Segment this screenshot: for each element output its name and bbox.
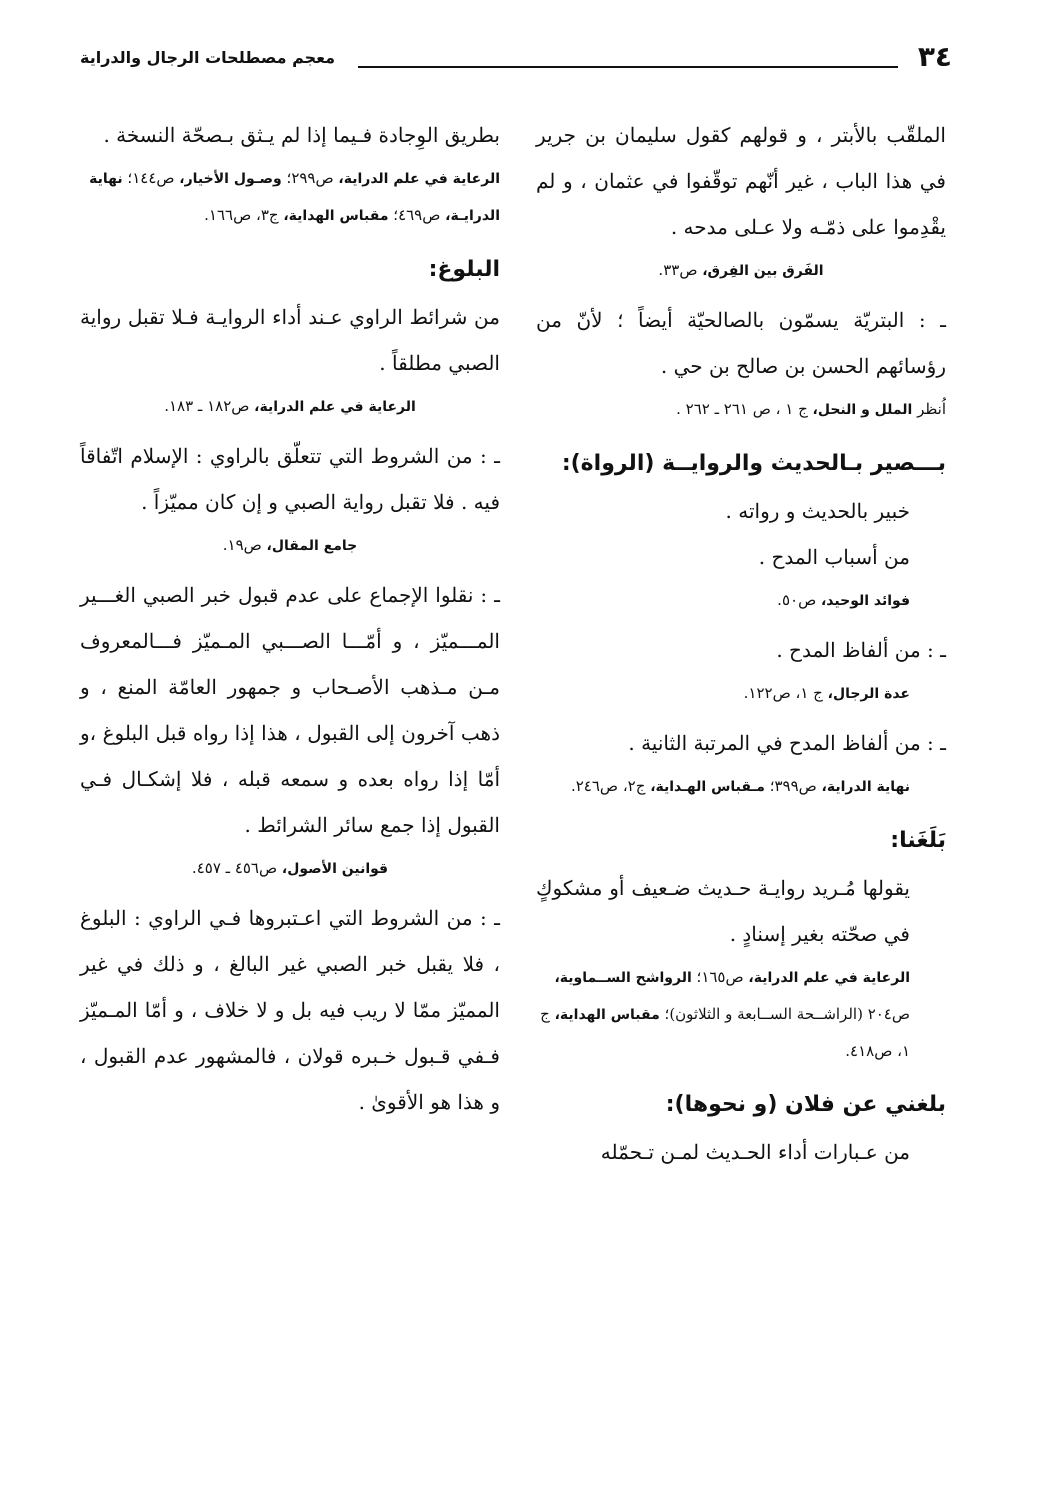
entry-heading: البلوغ: <box>428 257 500 282</box>
paragraph: ـ : نقلوا الإجماع على عدم قبول خبر الصبي الغـــير المـــميّز ، و أمّـــا الصـــبي المـميّز فـــالمعروف مـن مـذهب الأصـحاب و جمهور العامّة المنع ، و ذهب آخرون إلى القبول ، هذا إذا رواه قبل البلوغ ،و أمّا إذا رواه بعده و سمعه قبله ، فلا إشكـال فـي القبول إذا جمع سائر الشرائط . <box>80 583 500 837</box>
source-pages: ص٢٠٤ (الراشــحة الســابعة و الثلاثون)؛ <box>659 1005 910 1023</box>
source-citation <box>80 527 500 564</box>
source-pages: ص١٤٤؛ <box>122 169 180 187</box>
paragraph: من شرائط الراوي عـند أداء الروايـة فـلا تقبل رواية الصبي مطلقاً . <box>80 305 500 375</box>
paragraph: الملقّب بالأبتر ، و قولهم كقول سليمان بن جرير في هذا الباب ، غير أنّهم توقّفوا في عثمان ، و لم يقْدِموا على ذمّـه ولا عـلى مدحه . <box>536 123 946 239</box>
source-title: مقباس الهداية، <box>283 208 389 224</box>
source-pages: ج٢، ص٢٤٦. <box>570 777 651 795</box>
source-pages: ج ١، ص١٢٢. <box>743 684 828 702</box>
paragraph: من عـبارات أداء الحـديث لمـن تـحمّله <box>600 1140 910 1164</box>
source-citation <box>536 768 946 805</box>
source-citation <box>80 160 500 234</box>
source-pages: ص٣٩٩؛ <box>764 777 822 795</box>
source-pages: ص٢٩٩؛ <box>281 169 339 187</box>
source-pages: ص١٩. <box>222 536 267 554</box>
source-title: نهاية الدراية، <box>821 779 910 795</box>
source-pages: ص٣٣. <box>658 261 703 279</box>
paragraph: خبير بالحديث و رواته . <box>725 499 910 523</box>
source-pages: ص١٨٢ ـ ١٨٣. <box>164 397 255 415</box>
source-citation <box>80 850 500 887</box>
source-pages: ص٤٥٦ ـ ٤٥٧. <box>191 859 282 877</box>
source-title: نهاية الدرايـة، <box>89 171 500 224</box>
source-citation <box>536 391 946 428</box>
source-citation <box>536 252 946 289</box>
entry-heading: بلغني عن فلان (و نحوها): <box>665 1092 946 1117</box>
paragraph: من أسباب المدح . <box>758 545 910 569</box>
source-citation <box>536 675 946 712</box>
source-title: الرعاية في علم الدراية، <box>254 399 416 415</box>
paragraph: ـ : من ألفاظ المدح في المرتبة الثانية . <box>628 731 946 755</box>
source-title: مـقباس الهـداية، <box>650 779 765 795</box>
source-title: عدة الرجال، <box>827 686 910 702</box>
header-rule <box>358 66 898 68</box>
right-column <box>536 112 946 1175</box>
source-pages: ج ١، ص٤١٨. <box>540 1005 910 1060</box>
source-title: مقباس الهداية، <box>554 1007 660 1023</box>
source-title: قوانين الأصول، <box>281 861 389 877</box>
paragraph: يقولها مُـريد روايـة حـديث ضـعيف أو مشكوكٍ في صحّته بغير إسنادٍ . <box>536 876 910 946</box>
running-title: معجم مصطلحات الرجال والدراية <box>80 48 336 67</box>
source-title: الرعاية في علم الدراية، <box>338 171 500 187</box>
paragraph: بطريق الوِجادة فـيما إذا لم يـثق بـصحّة النسخة . <box>103 123 500 147</box>
source-pages: ص١٦٥؛ <box>691 968 749 986</box>
source-citation <box>536 582 946 619</box>
source-citation <box>536 959 946 1069</box>
page-header <box>80 40 960 80</box>
source-title: الفَرق بين الفِرق، <box>702 263 824 279</box>
left-column <box>80 112 500 1125</box>
paragraph: ـ : من ألفاظ المدح . <box>776 638 946 662</box>
source-title: الملل و النحل، <box>812 402 913 418</box>
entry-heading: بَلَغَنا: <box>890 828 946 853</box>
source-title: الرواشح الســماوية، <box>554 970 692 986</box>
source-pages: ص٤٦٩؛ <box>388 206 446 224</box>
source-title: الرعاية في علم الدراية، <box>748 970 910 986</box>
source-citation <box>80 388 500 425</box>
source-title: فوائد الوحيد، <box>820 593 910 609</box>
entry-heading: بـــصير بـالحديث والروايــة (الرواة): <box>561 451 946 476</box>
paragraph: ـ : البتريّة يسمّون بالصالحيّة أيضاً ؛ لأنّ من رؤسائهم الحسن بن صالح بن حي . <box>536 308 946 378</box>
source-prefix: اُنظر <box>912 400 946 418</box>
paragraph: ـ : من الشروط التي تتعلّق بالراوي : الإسلام اتّفاقاً فيه . فلا تقبل رواية الصبي و إن كان مميّزاً . <box>80 444 500 514</box>
source-title: وصـول الأخيار، <box>179 171 282 187</box>
source-title: جامع المقال، <box>266 538 358 554</box>
paragraph: ـ : من الشروط التي اعـتبروها فـي الراوي : البلوغ ، فلا يقبل خبر الصبي غير البالغ ، و ذلك في غير المميّز ممّا لا ريب فيه بل و لا خلاف ، و أمّا المـميّز فـفي قـبول خـبره قولان ، فالمشهور عدم القبول ، و هذا هو الأقوىٰ . <box>80 906 500 1114</box>
source-pages: ج٣، ص١٦٦. <box>204 206 284 224</box>
source-pages: ص٥٠. <box>777 591 821 609</box>
source-pages: ج ١ ، ص ٢٦١ ـ ٢٦٢ . <box>676 400 813 418</box>
page-number: ٣٤ <box>917 40 952 73</box>
